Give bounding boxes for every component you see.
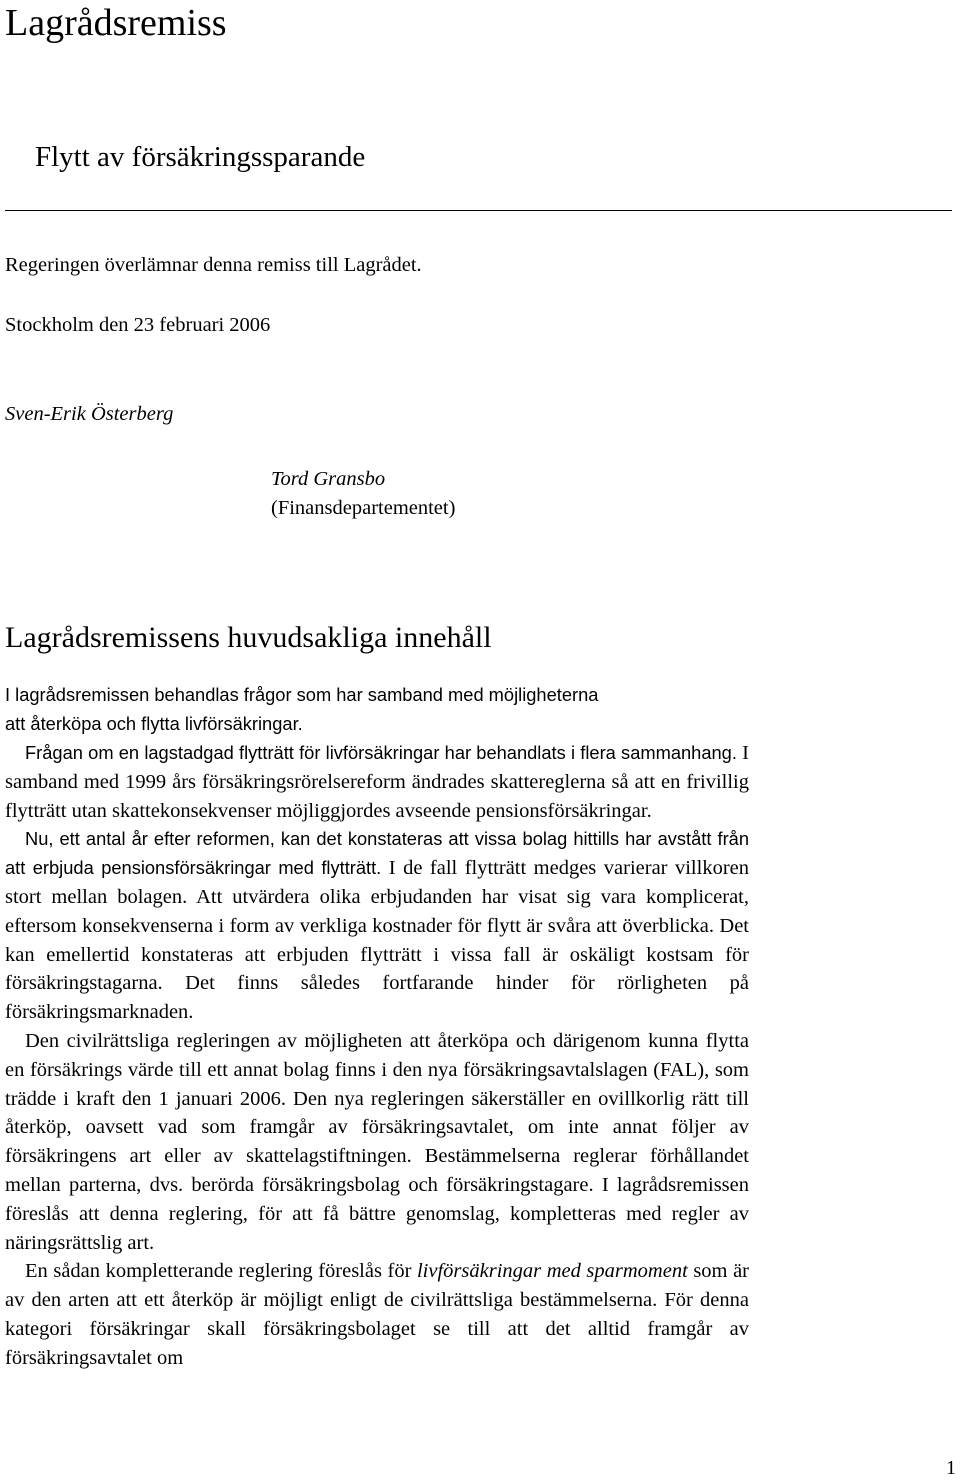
submission-line: Regeringen överlämnar denna remiss till Lagrådet. xyxy=(5,254,422,276)
paragraph-2 xyxy=(5,825,749,1027)
paragraph-4-end: som är av den arten att ett återköp är möjligt enligt de civilrättsliga bestämmelserna. För denna kategori försäkringar skall försäkringsbolaget se till att det alltid framgår av försäkringsavtalet om xyxy=(5,1260,749,1369)
paragraph-1-rest: I samband med 1999 års försäkringsrörelsereform ändrades skattereglerna så att en frivillig flytträtt utan skattekonsekvenser möjliggjordes avseende pensionsförsäkringar. xyxy=(5,742,750,822)
lead-line: att återköpa och flytta livförsäkringar. xyxy=(5,712,303,734)
lead-paragraph xyxy=(5,681,749,739)
paragraph-2-sans: Nu, ett antal år efter reformen, kan det konstateras att vissa bolag hittills har avstått från att erbjuda pensionsförsäkringar med flytträtt. xyxy=(5,828,749,879)
paragraph-1 xyxy=(5,739,749,825)
paragraph-1-sans: Frågan om en lagstadgad flytträtt för livförsäkringar har behandlats i flera sammanhang. xyxy=(25,742,737,763)
co-signatory: Tord Gransbo xyxy=(271,468,386,490)
document-subtitle: Flytt av försäkringssparande xyxy=(35,141,366,173)
paragraph-4-start: En sådan kompletterande reglering föreslås för xyxy=(25,1260,417,1283)
document-title: Lagrådsremiss xyxy=(5,2,227,44)
section-title: Lagrådsremissens huvudsakliga innehåll xyxy=(5,621,492,654)
paragraph-4-italic: livförsäkringar med sparmoment xyxy=(416,1260,688,1283)
lead-line: I lagrådsremissen behandlas frågor som har samband med möjligheterna xyxy=(5,684,599,705)
department: (Finansdepartementet) xyxy=(271,497,456,519)
page-number: 1 xyxy=(946,1457,956,1479)
paragraph-4 xyxy=(5,1257,749,1372)
place-date: Stockholm den 23 februari 2006 xyxy=(5,314,271,336)
body-text xyxy=(5,739,749,1373)
signatory: Sven-Erik Österberg xyxy=(5,403,174,425)
paragraph-3: Den civilrättsliga regleringen av möjligheten att återköpa och därigenom kunna flytta en försäkrings värde till ett annat bolag finns i den nya försäkringsavtalslagen (FAL), som trädde i kraft den 1 januari 2006. Den nya regleringen säkerställer en ovillkorlig rätt till återköp, oavsett vad som framgår av försäkringsavtalet, om inte annat följer av försäkringens art eller av skattelagstiftningen. Bestämmelserna reglerar förhållandet mellan parterna, dvs. berörda försäkringsbolag och försäkringstagare. I lagrådsremissen föreslås att denna reglering, för att få bättre genomslag, kompletteras med regler av näringsrättslig art. xyxy=(5,1029,749,1254)
horizontal-rule xyxy=(5,210,952,211)
paragraph-2-rest: I de fall flytträtt medges varierar villkoren stort mellan bolagen. Att utvärdera olika erbjudanden har visat sig vara komplicerat, eftersom konsekvenserna i form av verkliga kostnader för flytt är svåra att överblicka. Det kan emellertid konstateras att erbjuden flytträtt i vissa fall är oskäligt kostsam för försäkringstagarna. Det finns således fortfarande hinder för rörligheten på försäkringsmarknaden. xyxy=(5,857,749,1024)
